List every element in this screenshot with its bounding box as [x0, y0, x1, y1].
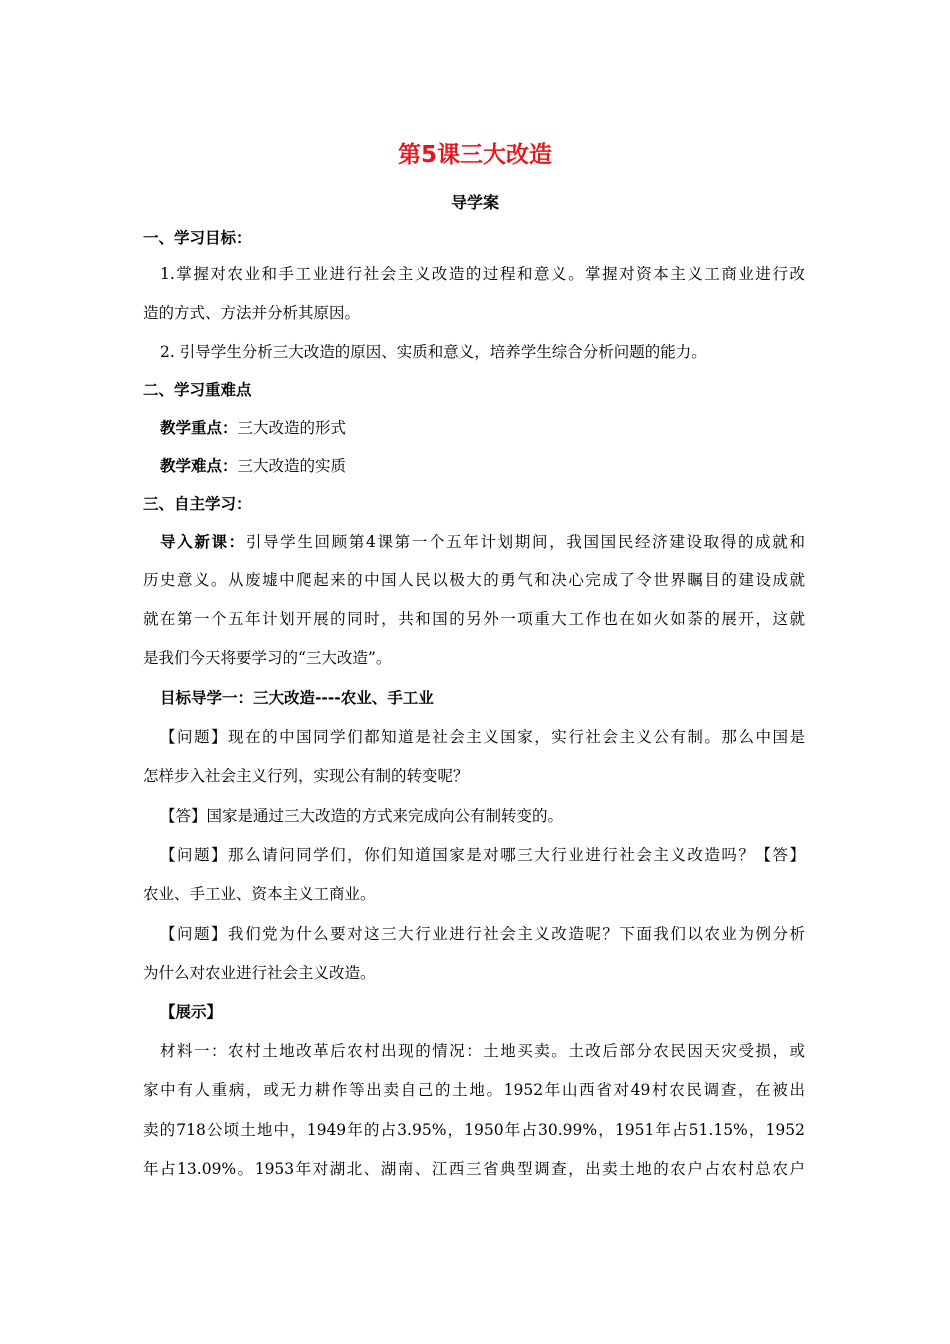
intro-line-1 — [160, 532, 805, 552]
show-heading: 【展示】 — [160, 1003, 223, 1021]
teaching-focus-text: 三大改造的形式 — [237, 419, 347, 437]
teaching-focus-label: 教学重点： — [160, 419, 238, 437]
teaching-focus — [160, 418, 830, 438]
section-heading-self-study: 三、自主学习： — [143, 495, 252, 513]
objective-2: 2. 引导学生分析三大改造的原因、实质和意义，培养学生综合分析问题的能力。 — [160, 343, 707, 361]
intro-line-3: 就在第一个五年计划开展的同时，共和国的另外一项重大工作也在如火如荼的展开，这就 — [143, 610, 805, 628]
material-1-line-2: 家中有人重病，或无力耕作等出卖自己的土地。1952年山西省对49村农民调查，在被出 — [143, 1081, 805, 1099]
goal-1-heading: 目标导学一：三大改造----农业、手工业 — [160, 689, 434, 707]
intro-label: 导入新课： — [160, 533, 246, 551]
question-2-line-2: 农业、手工业、资本主义工商业。 — [143, 885, 376, 903]
section-heading-objectives: 一、学习目标： — [143, 229, 252, 247]
answer-1: 【答】国家是通过三大改造的方式来完成向公有制转变的。 — [160, 807, 564, 825]
material-1-line-4: 年占13.09%。1953年对湖北、湖南、江西三省典型调查，出卖土地的农户占农村总农户 — [143, 1160, 805, 1178]
intro-line-2: 历史意义。从废墟中爬起来的中国人民以极大的勇气和决心完成了令世界瞩目的建设成就 — [143, 571, 805, 589]
question-1-line-1: 【问题】现在的中国同学们都知道是社会主义国家，实行社会主义公有制。那么中国是 — [160, 728, 805, 746]
section-heading-key-points: 二、学习重难点 — [143, 381, 252, 399]
objective-1-line-1: 1.掌握对农业和手工业进行社会主义改造的过程和意义。掌握对资本主义工商业进行改 — [160, 265, 805, 283]
page-subtitle: 导学案 — [450, 193, 499, 212]
material-1-line-1: 材料一：农村土地改革后农村出现的情况：土地买卖。土改后部分农民因天灾受损，或 — [160, 1042, 805, 1060]
intro-line-4: 是我们今天将要学习的“三大改造”。 — [143, 649, 392, 667]
question-3-line-2: 为什么对农业进行社会主义改造。 — [143, 964, 376, 982]
page-title: 第5课三大改造 — [397, 142, 552, 168]
question-2-line-1: 【问题】那么请问同学们，你们知道国家是对哪三大行业进行社会主义改造吗？【答】 — [160, 846, 805, 864]
intro-text: 引导学生回顾第4课第一个五年计划期间，我国国民经济建设取得的成就和 — [245, 533, 805, 551]
question-1-line-2: 怎样步入社会主义行列，实现公有制的转变呢？ — [143, 767, 469, 785]
objective-1-line-2: 造的方式、方法并分析其原因。 — [143, 304, 361, 322]
teaching-difficulty-label: 教学难点： — [160, 457, 238, 475]
question-3-line-1: 【问题】我们党为什么要对这三大行业进行社会主义改造呢？下面我们以农业为例分析 — [160, 925, 805, 943]
teaching-difficulty — [160, 456, 830, 476]
teaching-difficulty-text: 三大改造的实质 — [237, 457, 347, 475]
material-1-line-3: 卖的718公顷土地中，1949年的占3.95%，1950年占30.99%，1951年占51.15%，1952 — [143, 1121, 805, 1139]
